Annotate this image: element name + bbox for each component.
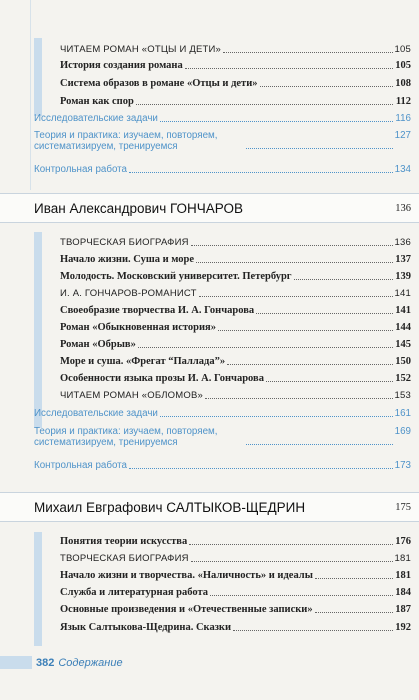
- toc-entry[interactable]: [60, 305, 411, 317]
- toc-entry-title: Море и суша. «Фрегат “Паллада”»: [60, 356, 226, 367]
- toc-entry[interactable]: [60, 254, 411, 266]
- toc-entry[interactable]: [60, 96, 411, 108]
- toc-entry[interactable]: [60, 373, 411, 385]
- toc-entry-page: 152: [395, 373, 411, 384]
- toc-entry[interactable]: [60, 339, 411, 351]
- toc-entry[interactable]: [60, 536, 411, 548]
- toc-entry-page: 105: [394, 44, 411, 55]
- toc-entry-page: 187: [395, 604, 411, 615]
- toc-entry[interactable]: [60, 356, 411, 368]
- toc-entry[interactable]: [60, 570, 411, 582]
- toc-entry[interactable]: [60, 622, 411, 634]
- author-name: Михаил Евграфович САЛТЫКОВ-ЩЕДРИН: [34, 499, 306, 515]
- toc-entry-page: 136: [394, 237, 411, 248]
- toc-extra-title: Контрольная работа: [34, 164, 128, 175]
- toc-entry-page: 105: [395, 60, 411, 71]
- section-bar: [34, 532, 42, 646]
- toc-extra-page: 134: [394, 164, 411, 175]
- toc-entry-page: 153: [394, 390, 411, 401]
- toc-entry-title: ТВОРЧЕСКАЯ БИОГРАФИЯ: [60, 553, 189, 564]
- toc-entry-title: Начало жизни и творчества. «Наличность» и идеалы: [60, 570, 313, 581]
- page-footer: [36, 657, 123, 669]
- toc-extra-page: 169: [394, 426, 411, 437]
- toc-extra-page: 173: [394, 460, 411, 471]
- toc-entry-title: Роман «Обрыв»: [60, 339, 136, 350]
- toc-extra[interactable]: [34, 426, 411, 448]
- section-bar: [34, 232, 42, 428]
- toc-extra-title: Исследовательские задачи: [34, 113, 158, 124]
- toc-entry[interactable]: [60, 271, 411, 283]
- toc-entry-title: Язык Салтыкова-Щедрина. Сказки: [60, 622, 232, 633]
- toc-entry[interactable]: [60, 60, 411, 72]
- author-page: 175: [395, 501, 411, 513]
- toc-entry-title: Роман «Обыкновенная история»: [60, 322, 216, 333]
- toc-entry[interactable]: [60, 587, 411, 599]
- toc-entry-page: 137: [395, 254, 411, 265]
- section-bar: [34, 38, 42, 116]
- toc-extra[interactable]: [34, 113, 411, 125]
- toc-entry[interactable]: [60, 78, 411, 90]
- toc-entry-title: Своеобразие творчества И. А. Гончарова: [60, 305, 255, 316]
- toc-extra[interactable]: [34, 460, 411, 472]
- footer-label: Содержание: [58, 657, 123, 669]
- toc-entry-page: 141: [395, 305, 411, 316]
- toc-entry-title: Роман как спор: [60, 96, 134, 107]
- toc-entry[interactable]: [60, 553, 411, 565]
- toc-entry-page: 108: [395, 78, 411, 89]
- left-guide-line: [30, 0, 31, 190]
- toc-entry-page: 184: [395, 587, 411, 598]
- toc-entry-page: 150: [395, 356, 411, 367]
- toc-entry-title: Молодость. Московский университет. Петербург: [60, 271, 292, 282]
- toc-entry-title: Основные произведения и «Отечественные записки»: [60, 604, 313, 615]
- toc-extra-page: 161: [394, 408, 411, 419]
- toc-entry-title: История создания романа: [60, 60, 183, 71]
- toc-entry-title: Система образов в романе «Отцы и дети»: [60, 78, 258, 89]
- toc-entry-title: Служба и литературная работа: [60, 587, 208, 598]
- toc-entry-page: 141: [394, 288, 411, 299]
- toc-entry-title: И. А. ГОНЧАРОВ-РОМАНИСТ: [60, 288, 197, 299]
- author-name: Иван Александрович ГОНЧАРОВ: [34, 200, 244, 216]
- toc-extra-title: Теория и практика: изучаем, повторяем, систематизируем, тренируемся: [34, 130, 218, 152]
- toc-extra[interactable]: [34, 164, 411, 176]
- toc-entry-page: 112: [395, 96, 411, 107]
- toc-entry[interactable]: [60, 390, 411, 402]
- toc-extra[interactable]: [34, 408, 411, 420]
- toc-extra-page: 127: [394, 130, 411, 141]
- toc-entry-page: 176: [395, 536, 411, 547]
- toc-entry-page: 192: [395, 622, 411, 633]
- toc-extra-title: Контрольная работа: [34, 460, 128, 471]
- toc-extra-title: Теория и практика: изучаем, повторяем, систематизируем, тренируемся: [34, 426, 218, 448]
- toc-entry-page: 145: [395, 339, 411, 350]
- author-header[interactable]: [0, 193, 419, 223]
- footer-accent-bar: [0, 656, 32, 669]
- toc-entry-title: ЧИТАЕМ РОМАН «ОТЦЫ И ДЕТИ»: [60, 44, 222, 55]
- toc-entry-title: Начало жизни. Суша и море: [60, 254, 195, 265]
- toc-entry-page: 139: [395, 271, 411, 282]
- author-page: 136: [395, 202, 411, 214]
- toc-entry[interactable]: [60, 44, 411, 56]
- page-number: 382: [36, 657, 55, 669]
- toc-entry-title: Понятия теории искусства: [60, 536, 188, 547]
- toc-entry-title: ЧИТАЕМ РОМАН «ОБЛОМОВ»: [60, 390, 203, 401]
- toc-entry-title: Особенности языка прозы И. А. Гончарова: [60, 373, 264, 384]
- toc-entry-page: 181: [395, 570, 411, 581]
- toc-entry-title: ТВОРЧЕСКАЯ БИОГРАФИЯ: [60, 237, 189, 248]
- toc-entry-page: 181: [394, 553, 411, 564]
- toc-extra[interactable]: [34, 130, 411, 152]
- author-header[interactable]: [0, 492, 419, 522]
- toc-extra-page: 116: [395, 113, 411, 124]
- toc-extra-title: Исследовательские задачи: [34, 408, 158, 419]
- toc-entry-page: 144: [395, 322, 411, 333]
- toc-entry[interactable]: [60, 288, 411, 300]
- toc-entry[interactable]: [60, 604, 411, 616]
- toc-entry[interactable]: [60, 322, 411, 334]
- toc-entry[interactable]: [60, 237, 411, 249]
